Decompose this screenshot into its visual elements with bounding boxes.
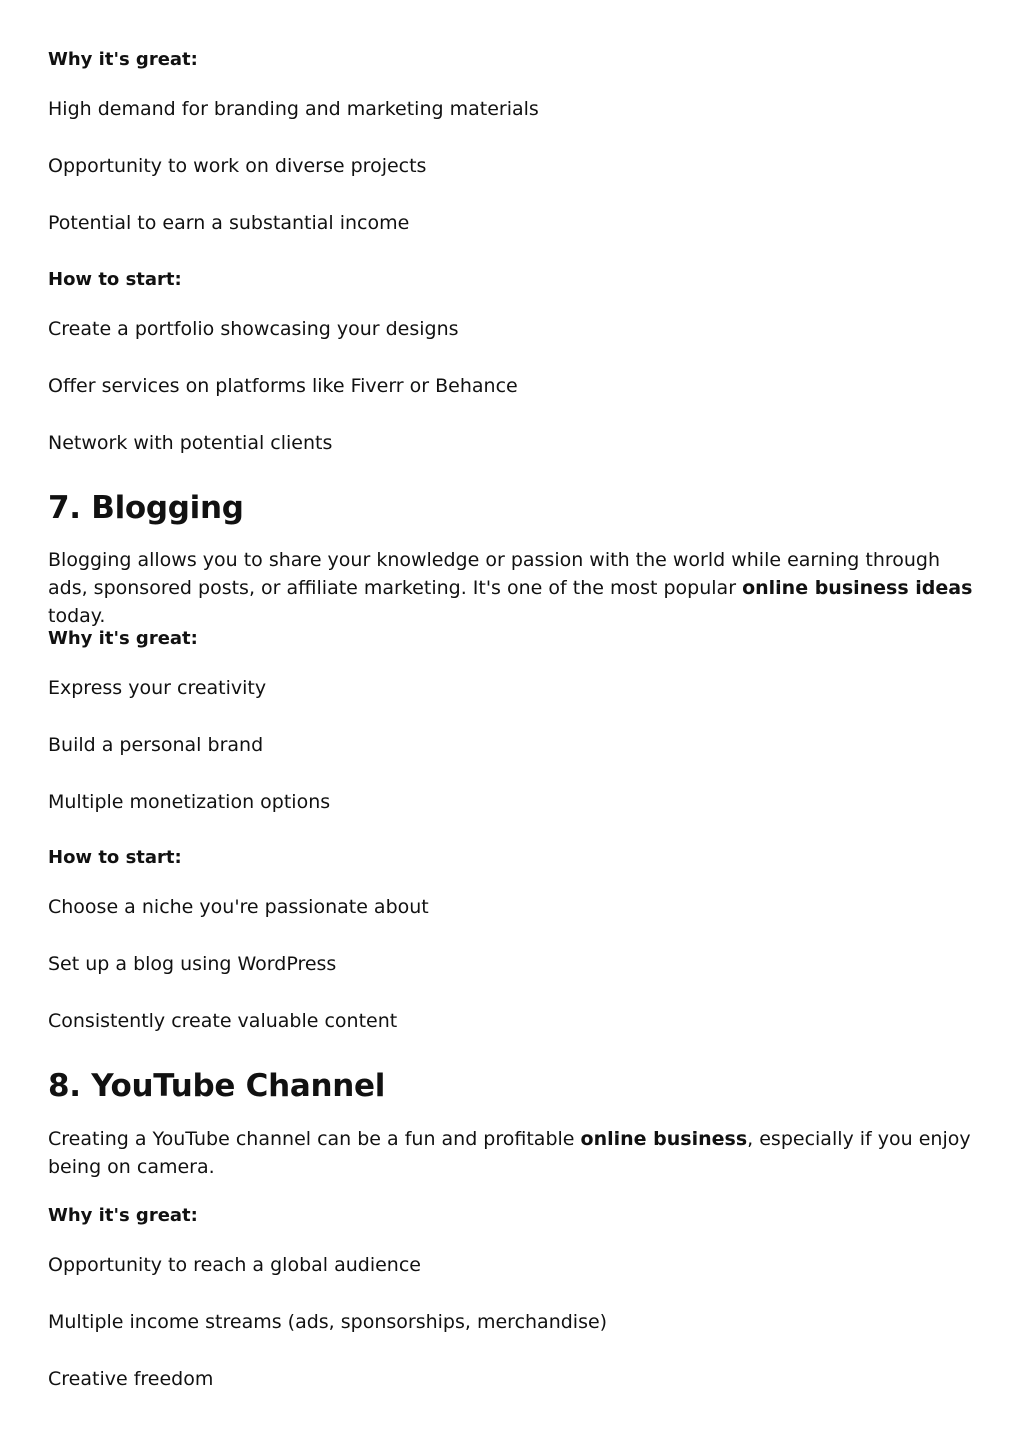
section-heading-youtube-channel: 8. YouTube Channel [48, 1068, 386, 1104]
list-item: Multiple monetization options [48, 791, 331, 813]
section-intro-paragraph [48, 1125, 978, 1181]
intro-text: Blogging allows you to share your knowledge or passion with the world while earning through ads, sponsored posts, or affiliate marketing. It's one of the most popular [48, 549, 941, 599]
intro-bold-text: online business ideas [742, 577, 973, 599]
list-item: Consistently create valuable content [48, 1010, 398, 1032]
why-great-label: Why it's great: [48, 1205, 198, 1226]
list-item: Offer services on platforms like Fiverr or Behance [48, 375, 518, 397]
list-item: Creative freedom [48, 1368, 214, 1390]
intro-text: Creating a YouTube channel can be a fun and profitable [48, 1128, 581, 1150]
why-great-label: Why it's great: [48, 49, 198, 70]
how-start-label: How to start: [48, 847, 182, 868]
intro-text-end: today. [48, 605, 106, 627]
section-intro-paragraph [48, 546, 978, 630]
intro-bold-text: online business [580, 1128, 748, 1150]
list-item: Set up a blog using WordPress [48, 953, 337, 975]
list-item: Potential to earn a substantial income [48, 212, 410, 234]
how-start-label: How to start: [48, 269, 182, 290]
section-heading-blogging: 7. Blogging [48, 490, 244, 526]
list-item: Multiple income streams (ads, sponsorships, merchandise) [48, 1311, 608, 1333]
list-item: Opportunity to work on diverse projects [48, 155, 427, 177]
list-item: Build a personal brand [48, 734, 264, 756]
list-item: High demand for branding and marketing materials [48, 98, 539, 120]
list-item: Create a portfolio showcasing your designs [48, 318, 459, 340]
why-great-label: Why it's great: [48, 628, 198, 649]
list-item: Opportunity to reach a global audience [48, 1254, 421, 1276]
intro-text-end: , especially if you enjoy being on camera. [48, 1128, 971, 1178]
list-item: Network with potential clients [48, 432, 333, 454]
list-item: Choose a niche you're passionate about [48, 896, 429, 918]
list-item: Express your creativity [48, 677, 267, 699]
